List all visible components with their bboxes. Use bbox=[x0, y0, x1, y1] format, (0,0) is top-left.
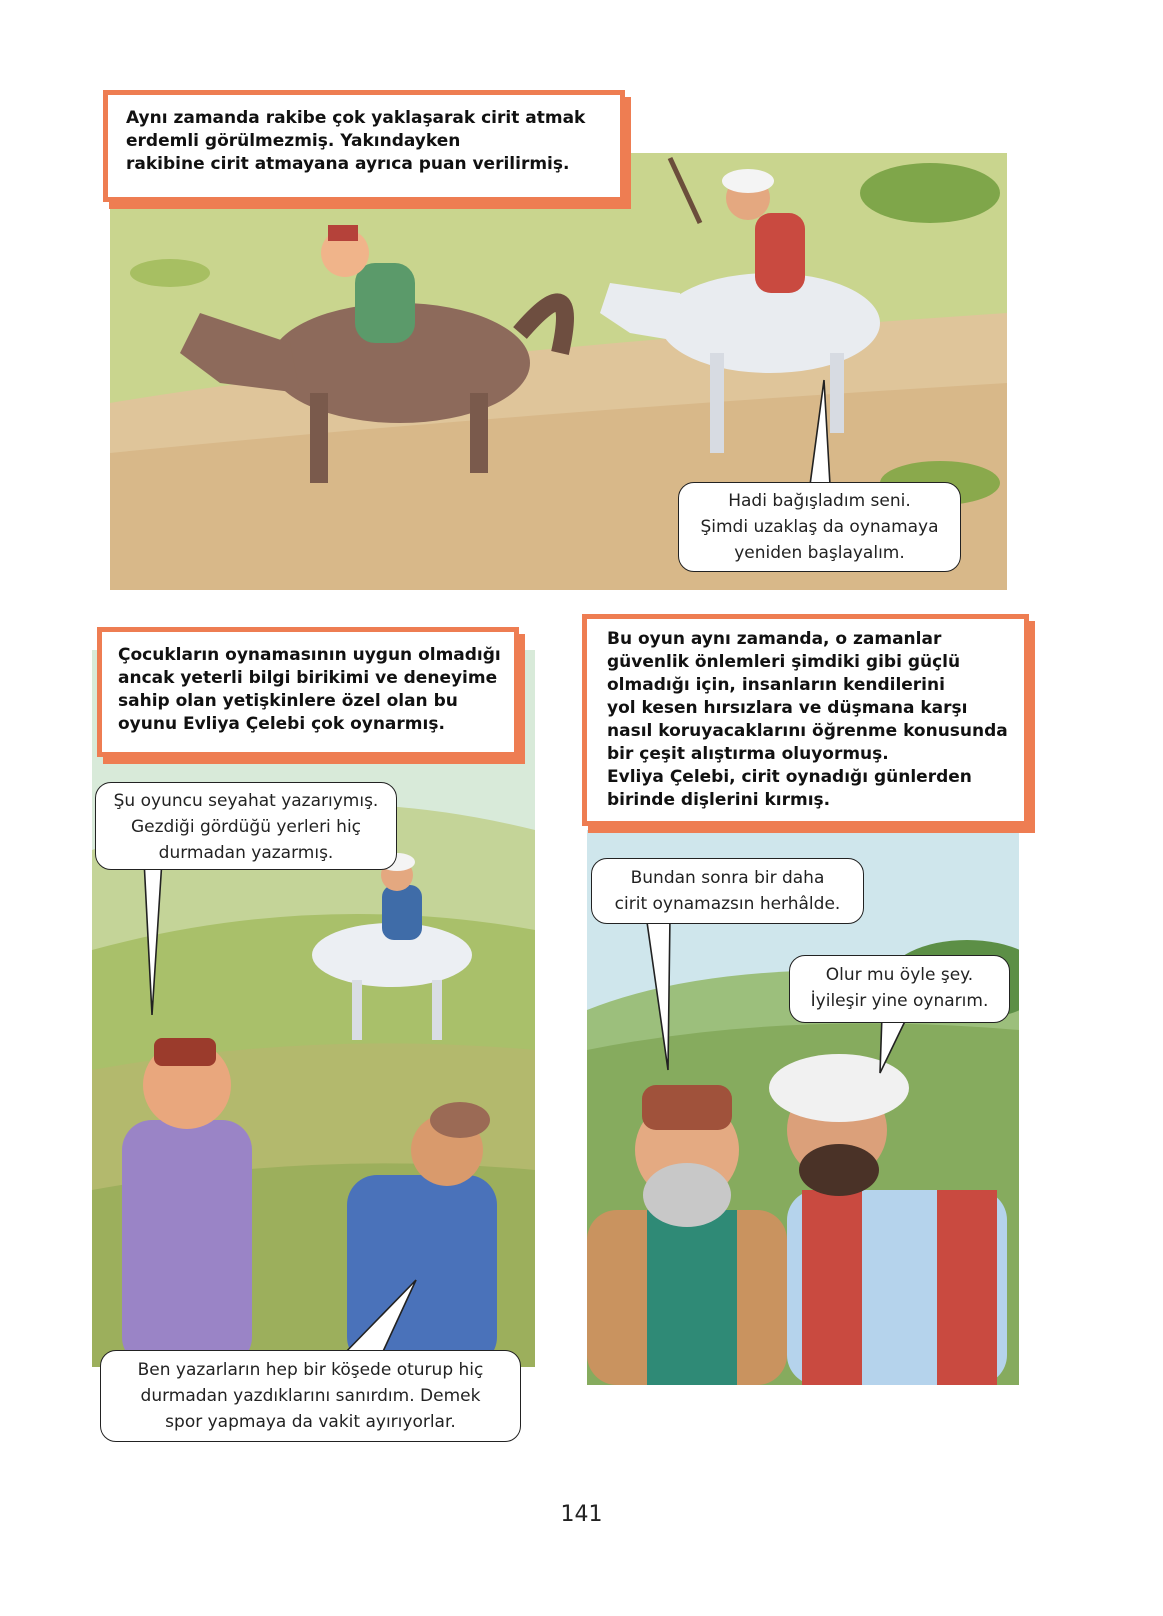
panel-1-bubble-tail bbox=[800, 380, 840, 490]
panel-2-top-speech-bubble bbox=[95, 782, 397, 870]
panel-2-caption-text: Çocukların oynamasının uygun olmadığı ancak yeterli bilgi birikimi ve deneyime sahip olan yetişkinlere özel olan bu oyunu Evliya Çelebi çok oynarmış. bbox=[118, 645, 501, 734]
page-number: 141 bbox=[560, 1502, 603, 1527]
panel-3-left-speech-bubble bbox=[591, 858, 864, 924]
panel-1-bubble-text: Hadi bağışladım seni. Şimdi uzaklaş da oynamaya yeniden başlayalım. bbox=[700, 491, 939, 563]
panel-1-caption-text: Aynı zamanda rakibe çok yaklaşarak cirit atmak erdemli görülmezmiş. Yakındayken rakibine cirit atmayana ayrıca puan verilirmiş. bbox=[126, 108, 586, 174]
panel-2-top-bubble-text: Şu oyuncu seyahat yazarıymış. Gezdiği gördüğü yerleri hiç durmadan yazarmış. bbox=[113, 791, 379, 863]
panel-2-bottom-speech-bubble bbox=[100, 1350, 521, 1442]
panel-2-bottom-bubble-tail bbox=[320, 1280, 420, 1360]
panel-3-caption-text: Bu oyun aynı zamanda, o zamanlar güvenlik önlemleri şimdiki gibi güçlü olmadığı için, insanların kendilerini yol kesen hırsızlara ve düşmana karşı nasıl koruyacaklarını öğrenme konusunda bir çeşit alıştırma oluyormuş. Evliya Çelebi, cirit oynadığı günlerden birinde dişlerini kırmış. bbox=[607, 629, 1008, 810]
panel-2-top-bubble-tail bbox=[138, 860, 168, 1020]
panel-3-left-bubble-text: Bundan sonra bir daha cirit oynamazsın herhâlde. bbox=[614, 868, 841, 914]
panel-3-right-bubble-tail bbox=[874, 1015, 914, 1075]
panel-3-caption bbox=[582, 614, 1029, 826]
panel-2-caption bbox=[97, 627, 519, 757]
panel-2-bottom-bubble-text: Ben yazarların hep bir köşede oturup hiç durmadan yazdıklarını sanırdım. Demek spor yapmaya da vakit ayırıyorlar. bbox=[137, 1360, 484, 1432]
panel-3-right-bubble-text: Olur mu öyle şey. İyileşir yine oynarım. bbox=[810, 965, 989, 1011]
panel-1-speech-bubble bbox=[678, 482, 961, 572]
panel-1-caption bbox=[103, 90, 625, 202]
panel-3-left-bubble-tail bbox=[640, 915, 680, 1075]
panel-3-right-speech-bubble bbox=[789, 955, 1010, 1023]
